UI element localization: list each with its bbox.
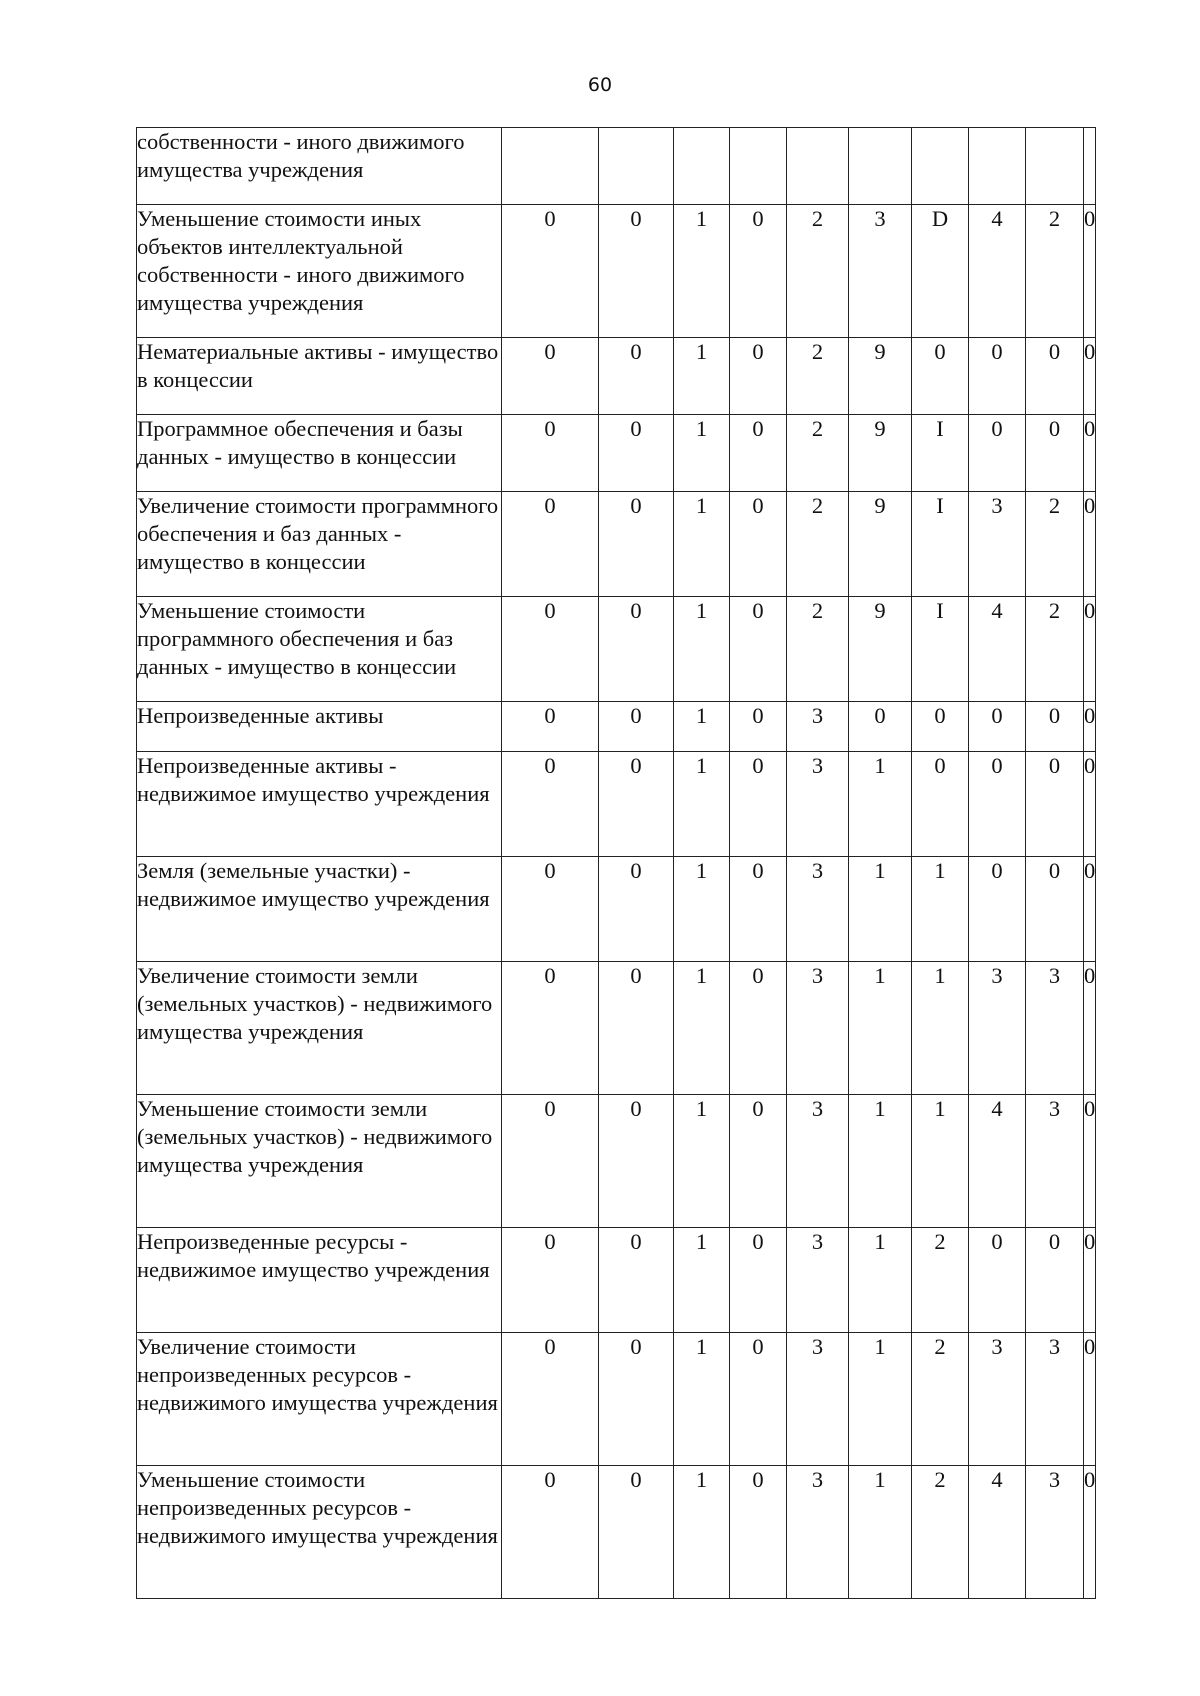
code-digit-cell: 0 xyxy=(1084,857,1096,962)
code-digit-cell: 2 xyxy=(787,597,849,702)
code-digit-cell: 0 xyxy=(502,205,599,338)
code-digit-cell: 9 xyxy=(849,415,912,492)
code-digit-cell: 0 xyxy=(912,338,969,415)
code-digit-cell: 0 xyxy=(1026,338,1084,415)
code-digit-cell: 0 xyxy=(730,1228,787,1333)
code-digit-cell: I xyxy=(912,597,969,702)
code-digit-cell: 0 xyxy=(1084,415,1096,492)
row-label: Уменьшение стоимости земли (земельных участков) - недвижимого имущества учреждения xyxy=(137,1095,502,1228)
code-digit-cell: 1 xyxy=(674,492,730,597)
code-digit-cell: 0 xyxy=(730,702,787,752)
code-digit-cell: 0 xyxy=(1084,338,1096,415)
code-digit-cell: 0 xyxy=(599,752,674,857)
code-digit-cell: 3 xyxy=(1026,1466,1084,1599)
code-digit-cell: 3 xyxy=(849,205,912,338)
code-digit-cell: 0 xyxy=(1084,702,1096,752)
code-digit-cell: 0 xyxy=(969,415,1026,492)
code-digit-cell: 1 xyxy=(912,1095,969,1228)
table-row xyxy=(137,1466,1096,1599)
code-digit-cell: 9 xyxy=(849,597,912,702)
code-digit-cell: 1 xyxy=(849,752,912,857)
code-digit-cell: 0 xyxy=(912,702,969,752)
code-digit-cell: 0 xyxy=(599,857,674,962)
row-label: Увеличение стоимости земли (земельных участков) - недвижимого имущества учреждения xyxy=(137,962,502,1095)
code-digit-cell: 0 xyxy=(1026,857,1084,962)
row-label: Непроизведенные ресурсы - недвижимое имущество учреждения xyxy=(137,1228,502,1333)
code-digit-cell: 0 xyxy=(1084,205,1096,338)
row-label: Уменьшение стоимости иных объектов интеллектуальной собственности - иного движимого имущества учреждения xyxy=(137,205,502,338)
code-digit-cell: 3 xyxy=(969,962,1026,1095)
code-digit-cell: 3 xyxy=(787,1333,849,1466)
code-digit-cell: 0 xyxy=(1084,1333,1096,1466)
code-digit-cell: 0 xyxy=(1026,752,1084,857)
code-digit-cell: 0 xyxy=(730,857,787,962)
code-digit-cell xyxy=(502,128,599,205)
code-digit-cell: 3 xyxy=(969,492,1026,597)
code-digit-cell: 0 xyxy=(730,338,787,415)
code-digit-cell: 0 xyxy=(730,415,787,492)
code-digit-cell: 0 xyxy=(599,338,674,415)
code-digit-cell: 2 xyxy=(787,205,849,338)
page-number: 60 xyxy=(587,74,613,96)
code-digit-cell: 0 xyxy=(502,338,599,415)
code-digit-cell: 1 xyxy=(674,597,730,702)
code-digit-cell xyxy=(730,128,787,205)
code-digit-cell: 2 xyxy=(787,338,849,415)
code-digit-cell: 0 xyxy=(599,415,674,492)
code-digit-cell: 0 xyxy=(599,1333,674,1466)
code-digit-cell: 0 xyxy=(502,1466,599,1599)
code-digit-cell: 3 xyxy=(787,752,849,857)
code-digit-cell: 0 xyxy=(599,1228,674,1333)
code-digit-cell: 2 xyxy=(1026,492,1084,597)
code-digit-cell: 1 xyxy=(849,857,912,962)
code-digit-cell: 0 xyxy=(730,597,787,702)
code-digit-cell: 2 xyxy=(912,1228,969,1333)
code-digit-cell: 0 xyxy=(502,702,599,752)
code-digit-cell: I xyxy=(912,492,969,597)
table-row xyxy=(137,205,1096,338)
code-digit-cell: 1 xyxy=(674,702,730,752)
row-label: Непроизведенные активы xyxy=(137,702,502,752)
code-digit-cell: 1 xyxy=(849,1466,912,1599)
table-row xyxy=(137,128,1096,205)
table-row xyxy=(137,415,1096,492)
code-digit-cell: 2 xyxy=(787,415,849,492)
code-digit-cell xyxy=(1026,128,1084,205)
code-digit-cell: 0 xyxy=(1084,1095,1096,1228)
code-digit-cell: 0 xyxy=(502,597,599,702)
row-label: Увеличение стоимости программного обеспечения и баз данных - имущество в концессии xyxy=(137,492,502,597)
code-digit-cell xyxy=(599,128,674,205)
code-digit-cell: 0 xyxy=(599,205,674,338)
row-label: Земля (земельные участки) - недвижимое имущество учреждения xyxy=(137,857,502,962)
code-digit-cell: 3 xyxy=(787,857,849,962)
code-digit-cell: 0 xyxy=(912,752,969,857)
code-digit-cell: 9 xyxy=(849,338,912,415)
account-codes-table xyxy=(136,127,1096,1599)
code-digit-cell: 4 xyxy=(969,1095,1026,1228)
code-digit-cell: 0 xyxy=(1084,752,1096,857)
code-digit-cell: 1 xyxy=(674,1466,730,1599)
code-digit-cell: 1 xyxy=(674,205,730,338)
code-digit-cell: 0 xyxy=(599,702,674,752)
code-digit-cell: 0 xyxy=(730,1095,787,1228)
code-digit-cell: 1 xyxy=(674,857,730,962)
code-digit-cell: 0 xyxy=(1084,1466,1096,1599)
code-digit-cell xyxy=(674,128,730,205)
code-digit-cell: 4 xyxy=(969,1466,1026,1599)
row-label: Программное обеспечения и базы данных - имущество в концессии xyxy=(137,415,502,492)
code-digit-cell: 9 xyxy=(849,492,912,597)
code-digit-cell: 2 xyxy=(912,1333,969,1466)
code-digit-cell: 0 xyxy=(502,962,599,1095)
code-digit-cell: 3 xyxy=(969,1333,1026,1466)
table-body xyxy=(137,128,1096,1599)
code-digit-cell: 0 xyxy=(730,1466,787,1599)
table-row xyxy=(137,752,1096,857)
code-digit-cell: 3 xyxy=(787,702,849,752)
code-digit-cell: 0 xyxy=(969,1228,1026,1333)
code-digit-cell: 1 xyxy=(912,857,969,962)
row-label: Непроизведенные активы - недвижимое имущество учреждения xyxy=(137,752,502,857)
code-digit-cell: 0 xyxy=(969,702,1026,752)
table-row xyxy=(137,597,1096,702)
code-digit-cell: 0 xyxy=(969,857,1026,962)
code-digit-cell: 0 xyxy=(1084,1228,1096,1333)
code-digit-cell: 1 xyxy=(849,1333,912,1466)
table-row xyxy=(137,962,1096,1095)
row-label: собственности - иного движимого имущества учреждения xyxy=(137,128,502,205)
table-row xyxy=(137,1333,1096,1466)
table-row xyxy=(137,702,1096,752)
code-digit-cell: 0 xyxy=(730,492,787,597)
code-digit-cell: 2 xyxy=(787,492,849,597)
code-digit-cell: 1 xyxy=(674,1228,730,1333)
code-digit-cell: 0 xyxy=(502,857,599,962)
code-digit-cell: 1 xyxy=(849,962,912,1095)
code-digit-cell: 0 xyxy=(1026,1228,1084,1333)
code-digit-cell: 0 xyxy=(1084,597,1096,702)
code-digit-cell: 1 xyxy=(674,338,730,415)
code-digit-cell: 1 xyxy=(912,962,969,1095)
code-digit-cell: 0 xyxy=(1026,702,1084,752)
code-digit-cell: 0 xyxy=(969,752,1026,857)
table-row xyxy=(137,1228,1096,1333)
code-digit-cell: 2 xyxy=(912,1466,969,1599)
code-digit-cell: 0 xyxy=(502,1095,599,1228)
table-row xyxy=(137,492,1096,597)
table-row xyxy=(137,1095,1096,1228)
code-digit-cell: 0 xyxy=(502,492,599,597)
code-digit-cell: 0 xyxy=(502,1333,599,1466)
code-digit-cell: 1 xyxy=(674,1333,730,1466)
row-label: Нематериальные активы - имущество в концессии xyxy=(137,338,502,415)
code-digit-cell: 3 xyxy=(787,1466,849,1599)
code-digit-cell: 4 xyxy=(969,205,1026,338)
code-digit-cell: 3 xyxy=(1026,1333,1084,1466)
code-digit-cell: 0 xyxy=(599,597,674,702)
code-digit-cell: 0 xyxy=(502,415,599,492)
code-digit-cell: 0 xyxy=(730,1333,787,1466)
code-digit-cell xyxy=(787,128,849,205)
code-digit-cell: 0 xyxy=(599,1466,674,1599)
code-digit-cell xyxy=(912,128,969,205)
code-digit-cell: 1 xyxy=(674,962,730,1095)
table-row xyxy=(137,338,1096,415)
code-digit-cell: 0 xyxy=(849,702,912,752)
code-digit-cell: 0 xyxy=(1026,415,1084,492)
code-digit-cell: 1 xyxy=(674,752,730,857)
code-digit-cell xyxy=(969,128,1026,205)
code-digit-cell: 0 xyxy=(1084,962,1096,1095)
code-digit-cell: 1 xyxy=(674,1095,730,1228)
code-digit-cell: 3 xyxy=(1026,962,1084,1095)
code-digit-cell: 1 xyxy=(674,415,730,492)
code-digit-cell: 1 xyxy=(849,1095,912,1228)
code-digit-cell: 0 xyxy=(969,338,1026,415)
code-digit-cell: 3 xyxy=(787,1095,849,1228)
code-digit-cell xyxy=(849,128,912,205)
code-digit-cell: 0 xyxy=(502,1228,599,1333)
code-digit-cell: 0 xyxy=(1084,492,1096,597)
code-digit-cell: 0 xyxy=(599,492,674,597)
code-digit-cell: I xyxy=(912,415,969,492)
code-digit-cell xyxy=(1084,128,1096,205)
code-digit-cell: 1 xyxy=(849,1228,912,1333)
row-label: Увеличение стоимости непроизведенных ресурсов - недвижимого имущества учреждения xyxy=(137,1333,502,1466)
code-digit-cell: 0 xyxy=(730,205,787,338)
code-digit-cell: 3 xyxy=(1026,1095,1084,1228)
code-digit-cell: 0 xyxy=(502,752,599,857)
code-digit-cell: 2 xyxy=(1026,597,1084,702)
code-digit-cell: 0 xyxy=(730,962,787,1095)
code-digit-cell: 3 xyxy=(787,962,849,1095)
code-digit-cell: 0 xyxy=(730,752,787,857)
code-digit-cell: D xyxy=(912,205,969,338)
code-digit-cell: 0 xyxy=(599,962,674,1095)
row-label: Уменьшение стоимости непроизведенных ресурсов - недвижимого имущества учреждения xyxy=(137,1466,502,1599)
code-digit-cell: 2 xyxy=(1026,205,1084,338)
code-digit-cell: 0 xyxy=(599,1095,674,1228)
table-row xyxy=(137,857,1096,962)
code-digit-cell: 4 xyxy=(969,597,1026,702)
code-digit-cell: 3 xyxy=(787,1228,849,1333)
row-label: Уменьшение стоимости программного обеспечения и баз данных - имущество в концессии xyxy=(137,597,502,702)
